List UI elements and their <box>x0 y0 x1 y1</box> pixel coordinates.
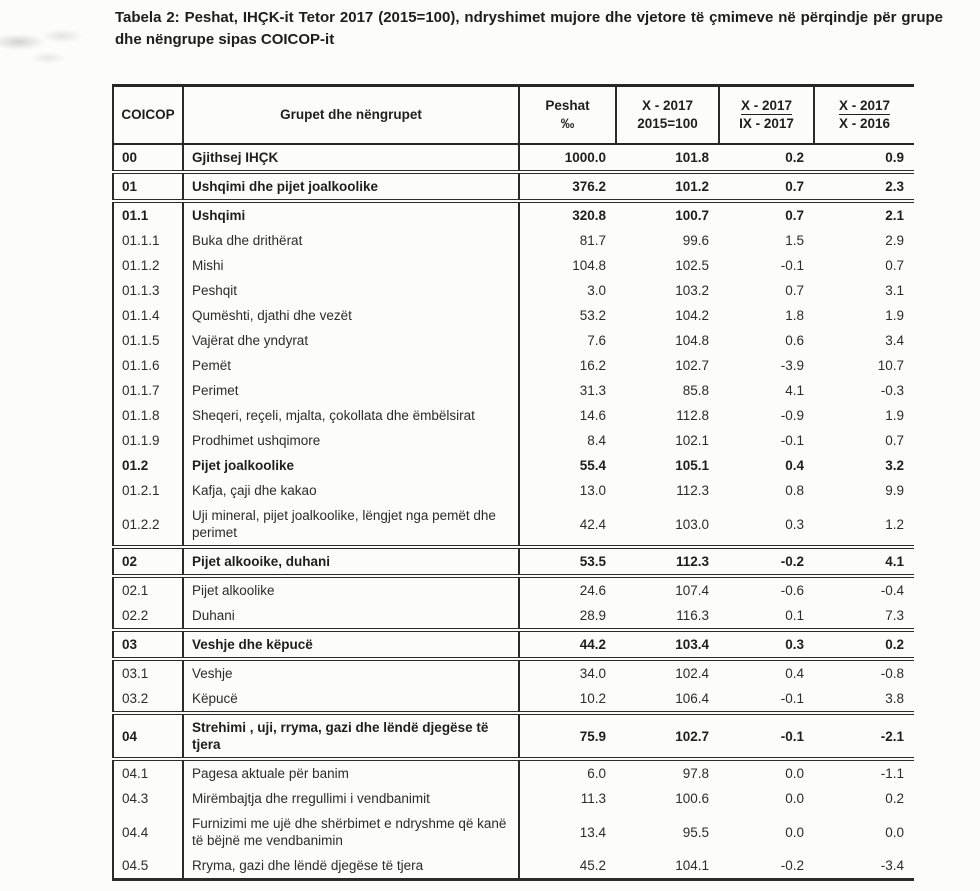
coicop-code-cell: 01.1.9 <box>113 428 183 453</box>
coicop-code-cell: 01.1.5 <box>113 328 183 353</box>
annual-change-cell: -0.3 <box>880 383 904 398</box>
coicop-code-cell: 02.2 <box>113 603 183 630</box>
table-row <box>113 453 914 478</box>
coicop-code-cell: 01 <box>113 172 183 201</box>
coicop-code-cell: 04.1 <box>113 759 183 786</box>
monthly-change-cell: 0.3 <box>719 630 814 659</box>
table-row <box>113 630 914 659</box>
weight-cell: 8.4 <box>587 433 606 448</box>
index-cell: 102.4 <box>675 666 709 681</box>
coicop-code-cell: 01.1.4 <box>113 303 183 328</box>
group-name-cell: Ushqimi dhe pijet joalkoolike <box>183 172 519 201</box>
header-line-bottom: X - 2016 <box>838 116 891 131</box>
table-row <box>113 144 914 172</box>
index-cell: 105.1 <box>675 458 709 473</box>
coicop-code-cell: 03.1 <box>113 659 183 686</box>
coicop-code-cell: 00 <box>113 144 183 172</box>
monthly-change-cell: 0.0 <box>785 824 804 840</box>
group-name-cell: Vajërat dhe yndyrat <box>183 328 519 353</box>
table-row <box>113 603 914 630</box>
table-row <box>113 201 914 228</box>
header-line-bottom: 2015=100 <box>637 116 698 131</box>
table-row <box>113 786 914 811</box>
monthly-change-cell: 0.6 <box>785 333 804 348</box>
annual-change-cell: 2.3 <box>814 172 914 201</box>
column-header-annual-change <box>814 86 914 145</box>
annual-change-cell: -3.4 <box>814 853 914 880</box>
group-name-cell: Peshqit <box>183 278 519 303</box>
table-row <box>113 228 914 253</box>
weight-cell: 13.4 <box>579 824 606 840</box>
annual-change-cell: 9.9 <box>885 483 904 498</box>
group-name-cell: Buka dhe drithërat <box>183 228 519 253</box>
group-name-cell: Qumështi, djathi dhe vezët <box>183 303 519 328</box>
weight-cell: 53.5 <box>519 547 616 576</box>
weight-cell: 24.6 <box>579 583 606 598</box>
table-body <box>113 144 914 880</box>
group-name-cell: Veshje dhe këpucë <box>183 630 519 659</box>
annual-change-cell: 1.9 <box>885 308 904 323</box>
monthly-change-cell: 0.4 <box>785 666 804 681</box>
annual-change-cell: 0.2 <box>814 630 914 659</box>
group-name-cell: Kafja, çaji dhe kakao <box>183 478 519 503</box>
index-cell: 99.6 <box>682 233 709 248</box>
index-cell: 103.4 <box>616 630 719 659</box>
group-name-cell: Strehimi , uji, rryma, gazi dhe lëndë djegëse të tjera <box>183 713 519 759</box>
monthly-change-cell: -0.1 <box>719 713 814 759</box>
index-cell: 112.8 <box>676 408 709 423</box>
table-caption: Tabela 2: Peshat, IHÇK-it Tetor 2017 (2015=100), ndryshimet mujore dhe vjetore të çmimeve në përqindje për grupe dhe nëngrupe sipas COICOP-it <box>115 9 943 48</box>
index-cell: 100.6 <box>675 791 709 806</box>
annual-change-cell: 1.2 <box>814 503 914 547</box>
table-header <box>113 86 914 145</box>
index-cell: 100.7 <box>675 208 709 223</box>
monthly-change-cell: -0.2 <box>719 853 814 880</box>
group-name-cell: Perimet <box>183 378 519 403</box>
weight-cell: 81.7 <box>579 233 606 248</box>
annual-change-cell: 1.9 <box>885 408 904 423</box>
monthly-change-cell: 0.4 <box>785 458 804 473</box>
monthly-change-cell: 1.8 <box>785 308 804 323</box>
weight-cell: 6.0 <box>587 766 606 781</box>
group-name-cell: Uji mineral, pijet joalkoolike, lëngjet nga pemët dhe perimet <box>183 503 519 547</box>
weight-cell: 104.8 <box>572 258 606 273</box>
group-name-cell: Pagesa aktuale për banim <box>183 759 519 786</box>
group-name-cell: Rryma, gazi dhe lëndë djegëse të tjera <box>183 853 519 880</box>
index-cell: 102.1 <box>675 433 709 448</box>
coicop-code-cell: 01.2.1 <box>113 478 183 503</box>
coicop-code-cell: 03.2 <box>113 686 183 713</box>
index-cell: 102.5 <box>675 258 709 273</box>
group-name-cell: Ushqimi <box>183 201 519 228</box>
monthly-change-cell: 1.5 <box>785 233 804 248</box>
header-line-top: X - 2017 <box>838 98 891 113</box>
weight-cell: 14.6 <box>579 408 606 423</box>
weight-cell: 75.9 <box>519 713 616 759</box>
header-line-bottom: ‰ <box>560 116 575 131</box>
index-cell: 107.4 <box>675 583 709 598</box>
group-name-cell: Duhani <box>183 603 519 630</box>
index-cell: 116.3 <box>616 603 719 630</box>
table-row <box>113 713 914 759</box>
group-name-cell: Furnizimi me ujë dhe shërbimet e ndryshme që kanë të bëjnë me vendbanimin <box>183 811 519 853</box>
monthly-change-cell: -0.2 <box>719 547 814 576</box>
annual-change-cell: 3.1 <box>885 283 904 298</box>
table-row <box>113 547 914 576</box>
table-row <box>113 303 914 328</box>
monthly-change-cell: 0.8 <box>785 483 804 498</box>
coicop-code-cell: 01.1.8 <box>113 403 183 428</box>
group-name-cell: Gjithsej IHÇK <box>183 144 519 172</box>
header-line-top: X - 2017 <box>641 98 694 113</box>
column-header-groups: Grupet dhe nëngrupet <box>183 86 519 145</box>
monthly-change-cell: 0.7 <box>785 208 804 223</box>
group-name-cell: Pijet alkoolike <box>183 576 519 603</box>
weight-cell: 31.3 <box>579 383 606 398</box>
annual-change-cell: -2.1 <box>814 713 914 759</box>
coicop-price-index-table <box>112 84 914 881</box>
group-name-cell: Pijet alkooike, duhani <box>183 547 519 576</box>
annual-change-cell: 0.9 <box>814 144 914 172</box>
monthly-change-cell: 0.2 <box>719 144 814 172</box>
coicop-code-cell: 01.1.3 <box>113 278 183 303</box>
index-cell: 104.2 <box>675 308 709 323</box>
weight-cell: 320.8 <box>572 208 606 223</box>
header-line-top: Peshat <box>545 98 590 113</box>
group-name-cell: Prodhimet ushqimore <box>183 428 519 453</box>
annual-change-cell: 0.7 <box>885 258 904 273</box>
monthly-change-cell: 0.0 <box>785 766 804 781</box>
index-cell: 104.8 <box>675 333 709 348</box>
monthly-change-cell: -3.9 <box>780 358 804 373</box>
coicop-code-cell: 02.1 <box>113 576 183 603</box>
annual-change-cell: -0.4 <box>880 583 904 598</box>
monthly-change-cell: -0.1 <box>780 258 804 273</box>
group-name-cell: Veshje <box>183 659 519 686</box>
group-name-cell: Pijet joalkoolike <box>183 453 519 478</box>
weight-cell: 45.2 <box>519 853 616 880</box>
monthly-change-cell: 0.7 <box>785 283 804 298</box>
group-name-cell: Pemët <box>183 353 519 378</box>
table-row <box>113 428 914 453</box>
weight-cell: 34.0 <box>579 666 606 681</box>
table-row <box>113 478 914 503</box>
index-cell: 104.1 <box>616 853 719 880</box>
coicop-code-cell: 04.5 <box>113 853 183 880</box>
index-cell: 112.3 <box>616 547 719 576</box>
header-row <box>113 86 914 145</box>
table-row <box>113 811 914 853</box>
weight-cell: 16.2 <box>579 358 606 373</box>
weight-cell: 44.2 <box>519 630 616 659</box>
table-row <box>113 172 914 201</box>
annual-change-cell: 0.7 <box>885 433 904 448</box>
group-name-cell: Sheqeri, reçeli, mjalta, çokollata dhe ëmbëlsirat <box>183 403 519 428</box>
annual-change-cell: 7.3 <box>814 603 914 630</box>
table-row <box>113 686 914 713</box>
annual-change-cell: 0.0 <box>885 824 904 840</box>
annual-change-cell: 10.7 <box>877 358 904 373</box>
annual-change-cell: 2.1 <box>885 208 904 223</box>
weight-cell: 53.2 <box>579 308 606 323</box>
weight-cell: 1000.0 <box>519 144 616 172</box>
coicop-code-cell: 01.2 <box>113 453 183 478</box>
monthly-change-cell: 0.7 <box>719 172 814 201</box>
coicop-code-cell: 01.1.6 <box>113 353 183 378</box>
monthly-change-cell: 0.3 <box>719 503 814 547</box>
annual-change-cell: 3.2 <box>885 458 904 473</box>
coicop-code-cell: 04.3 <box>113 786 183 811</box>
index-cell: 97.8 <box>682 766 709 781</box>
coicop-code-cell: 01.1.2 <box>113 253 183 278</box>
table-row <box>113 253 914 278</box>
table-row <box>113 378 914 403</box>
weight-cell: 55.4 <box>579 458 606 473</box>
weight-cell: 10.2 <box>519 686 616 713</box>
header-line-bottom: IX - 2017 <box>739 116 794 131</box>
column-header-coicop: COICOP <box>113 86 183 145</box>
coicop-code-cell: 01.1 <box>113 201 183 228</box>
weight-cell: 28.9 <box>519 603 616 630</box>
group-name-cell: Mirëmbajtja dhe rregullimi i vendbanimit <box>183 786 519 811</box>
table-row <box>113 503 914 547</box>
monthly-change-cell: 0.1 <box>719 603 814 630</box>
annual-change-cell: -0.8 <box>880 666 904 681</box>
index-cell: 106.4 <box>616 686 719 713</box>
table-row <box>113 759 914 786</box>
table-row <box>113 353 914 378</box>
column-header-weights <box>519 86 616 145</box>
column-header-index <box>616 86 719 145</box>
annual-change-cell: -1.1 <box>880 766 904 781</box>
annual-change-cell: 3.4 <box>885 333 904 348</box>
index-cell: 85.8 <box>682 383 709 398</box>
monthly-change-cell: 0.0 <box>785 791 804 806</box>
table-row <box>113 278 914 303</box>
annual-change-cell: 2.9 <box>885 233 904 248</box>
coicop-code-cell: 04 <box>113 713 183 759</box>
index-cell: 101.8 <box>616 144 719 172</box>
column-header-monthly-change <box>719 86 814 145</box>
index-cell: 101.2 <box>616 172 719 201</box>
table-row <box>113 576 914 603</box>
weight-cell: 42.4 <box>519 503 616 547</box>
weight-cell: 3.0 <box>587 283 606 298</box>
weight-cell: 11.3 <box>580 791 606 806</box>
index-cell: 103.0 <box>616 503 719 547</box>
monthly-change-cell: -0.6 <box>780 583 804 598</box>
group-name-cell: Mishi <box>183 253 519 278</box>
group-name-cell: Këpucë <box>183 686 519 713</box>
coicop-code-cell: 02 <box>113 547 183 576</box>
annual-change-cell: 0.2 <box>885 791 904 806</box>
coicop-code-cell: 01.1.1 <box>113 228 183 253</box>
index-cell: 102.7 <box>675 358 709 373</box>
annual-change-cell: 4.1 <box>814 547 914 576</box>
index-cell: 95.5 <box>682 824 709 840</box>
index-cell: 102.7 <box>616 713 719 759</box>
coicop-code-cell: 03 <box>113 630 183 659</box>
index-cell: 112.3 <box>676 483 709 498</box>
coicop-code-cell: 04.4 <box>113 811 183 853</box>
weight-cell: 376.2 <box>519 172 616 201</box>
monthly-change-cell: -0.1 <box>780 433 804 448</box>
coicop-code-cell: 01.1.7 <box>113 378 183 403</box>
monthly-change-cell: -0.9 <box>780 408 804 423</box>
annual-change-cell: 3.8 <box>814 686 914 713</box>
monthly-change-cell: 4.1 <box>785 383 804 398</box>
weight-cell: 13.0 <box>579 483 606 498</box>
table-row <box>113 328 914 353</box>
scan-artifact-smudge <box>0 14 110 74</box>
weight-cell: 7.6 <box>587 333 606 348</box>
table-row <box>113 403 914 428</box>
index-cell: 103.2 <box>675 283 709 298</box>
table-row <box>113 659 914 686</box>
monthly-change-cell: -0.1 <box>719 686 814 713</box>
coicop-code-cell: 01.2.2 <box>113 503 183 547</box>
table-row <box>113 853 914 880</box>
header-line-top: X - 2017 <box>740 98 793 113</box>
